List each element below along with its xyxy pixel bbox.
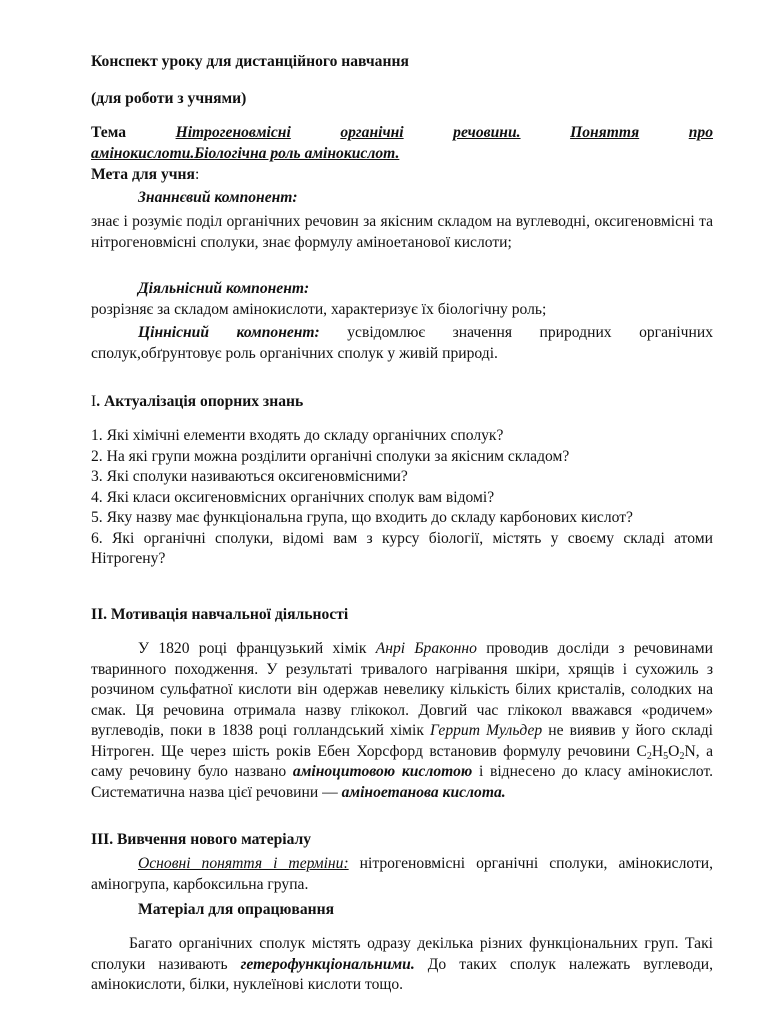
paragraph-text: Багато органічних сполук містять одразу декілька різних функціональних груп. Такі сполуки називають <box>91 935 713 973</box>
goal-heading <box>91 165 713 186</box>
material-heading: Матеріал для опрацювання <box>138 901 335 918</box>
list-item: 1. Які хімічні елементи входять до складу органічних сполук? <box>91 427 504 444</box>
terms-text: нітрогеновмісні органічні сполуки, амінокислоти, аміногрупа, карбоксильна група. <box>91 855 713 893</box>
section3-heading: ІІІ. Вивчення нового матеріалу <box>91 831 312 848</box>
chemist-name: Анрі Браконно <box>375 640 477 657</box>
terms-label: Основні поняття і терміни: <box>138 855 349 872</box>
list-item: 5. Яку назву має функціональна група, що входить до складу карбонових кислот? <box>91 509 633 526</box>
paragraph-text: , а саму речовину було названо <box>91 742 713 780</box>
section1-heading-num: І <box>91 393 97 410</box>
document-title: Конспект уроку для дистанційного навчання <box>91 53 409 70</box>
formula-subscript: 2 <box>646 750 652 762</box>
section2-heading: ІІ. Мотивація навчальної діяльності <box>91 606 349 623</box>
formula-subscript: 5 <box>663 750 669 762</box>
motivation-paragraph <box>91 639 713 803</box>
knowledge-text: знає і розуміє поділ органічних речовин за якісним складом на вуглеводні, оксигеновмісні та нітрогеновмісні сполуки, знає формулу аміноетанової кислоти; <box>91 213 713 251</box>
terms-paragraph <box>91 854 713 895</box>
list-item: 2. На які групи можна розділити органічні сполуки за якісним складом? <box>91 447 570 465</box>
paragraph-text: не виявив у його складі Нітроген. Ще через шість років Ебен Хорсфорд встановив формулу речовини C <box>91 722 714 760</box>
formula-element: N <box>684 742 696 760</box>
paragraph-text: і віднесено до класу амінокислот. Систематична назва цієї речовини — <box>91 763 713 801</box>
goal-colon: : <box>194 166 200 183</box>
list-item: 6. Які органічні сполуки, відомі вам з курсу біології, містять у своєму складі атоми Нітрогену? <box>91 529 713 567</box>
value-label: Ціннісний компонент: <box>138 324 320 341</box>
knowledge-label: Знаннєвий компонент: <box>138 189 298 206</box>
term-highlight: аміноцитовою кислотою <box>292 763 473 780</box>
goal-label: Мета для учня <box>91 166 195 183</box>
formula-element: O <box>668 742 680 760</box>
topic-word: Поняття <box>570 124 640 141</box>
topic-label: Тема <box>91 124 127 141</box>
paragraph-text: До таких сполук належать вуглеводи, амінокислоти, білки, нуклеїнові кислоти тощо. <box>91 955 713 993</box>
term-highlight: гетерофункціональними. <box>240 955 415 973</box>
value-paragraph <box>91 323 713 364</box>
list-item: 3. Які сполуки називаються оксигеновмісними? <box>91 468 408 485</box>
topic-line-2: амінокислоти.Біологічна роль амінокислот. <box>91 144 400 162</box>
paragraph-text: У 1820 році французький хімік <box>138 640 376 657</box>
section1-heading-text: . Актуалізація опорних знань <box>96 393 304 410</box>
term-highlight: аміноетанова кислота. <box>341 783 506 801</box>
activity-label: Діяльнісний компонент: <box>138 280 310 297</box>
document-subtitle: (для роботи з учнями) <box>91 90 247 107</box>
section1-heading <box>91 392 713 413</box>
material-paragraph <box>91 934 713 996</box>
value-text: усвідомлює значення природних органічних сполук,обґрунтовує роль органічних сполук у живій природі. <box>91 324 713 362</box>
topic-word: органічні <box>340 124 404 141</box>
list-item: 4. Які класи оксигеновмісних органічних сполук вам відомі? <box>91 488 495 506</box>
topic-block <box>91 123 713 164</box>
paragraph-text: проводив досліди з речовинами тваринного походження. У результаті тривалого нагрівання шкіри, хрящів і сухожиль з розчином сульфатної кислоти він одержав невелику кількість білих кристалів, солодких на смак. Ця речовина отримала назву глікокол. Довгий час глікокол вважався «родичем» вуглеводів, поки в 1838 році голландський хімік <box>91 640 713 739</box>
question-list <box>91 426 713 570</box>
topic-word: речовини. <box>453 124 521 141</box>
formula-subscript: 2 <box>679 750 685 762</box>
topic-word: про <box>688 124 713 141</box>
topic-word: Нітрогеновмісні <box>175 124 291 141</box>
topic-line-1 <box>91 123 713 144</box>
chemist-name: Геррит Мульдер <box>430 722 543 739</box>
activity-text: розрізняє за складом амінокислоти, характеризує їх біологічну роль; <box>91 301 547 318</box>
formula-element: H <box>651 742 664 760</box>
